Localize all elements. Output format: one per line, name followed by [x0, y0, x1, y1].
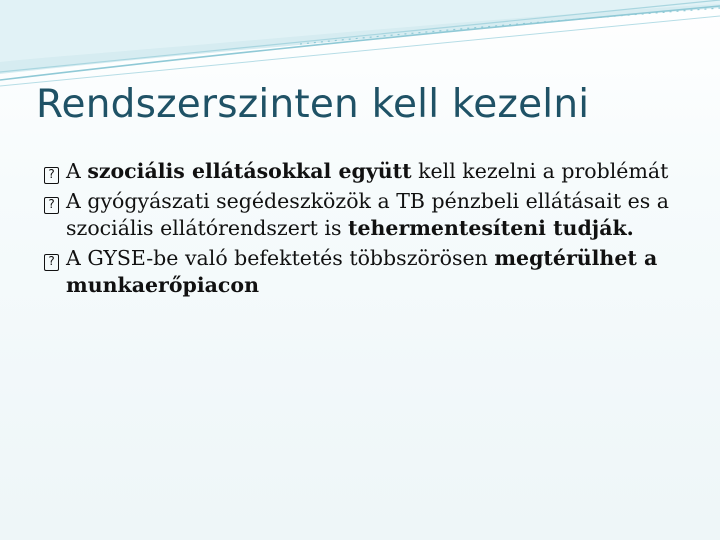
bullet-list [44, 158, 684, 302]
bullet-marker-icon [44, 158, 59, 185]
bullet-marker-icon [44, 245, 59, 272]
bullet-text: A [66, 159, 88, 183]
bullet-text-bold: megtérülhet a munkaerőpiacon [66, 246, 658, 297]
slide-title: Rendszerszinten kell kezelni [36, 82, 590, 127]
bullet-marker-icon [44, 188, 59, 215]
bullet-item [44, 158, 684, 185]
bullet-item [44, 245, 684, 299]
bullet-item [44, 188, 684, 242]
bullet-text: kell kezelni a problémát [411, 159, 669, 183]
missing-glyph-icon: ? [44, 167, 59, 184]
bullet-text: A GYSE-be való befektetés többszörösen [66, 246, 495, 270]
bullet-text: A gyógyászati segédeszközök a TB pénzbeli ellátásait es a szociális ellátórendszert is [66, 189, 669, 240]
bullet-text-bold: tehermentesíteni tudják. [347, 216, 634, 240]
missing-glyph-icon: ? [44, 197, 59, 214]
missing-glyph-icon: ? [44, 254, 59, 271]
bullet-text-bold: szociális ellátásokkal együtt [87, 159, 412, 183]
